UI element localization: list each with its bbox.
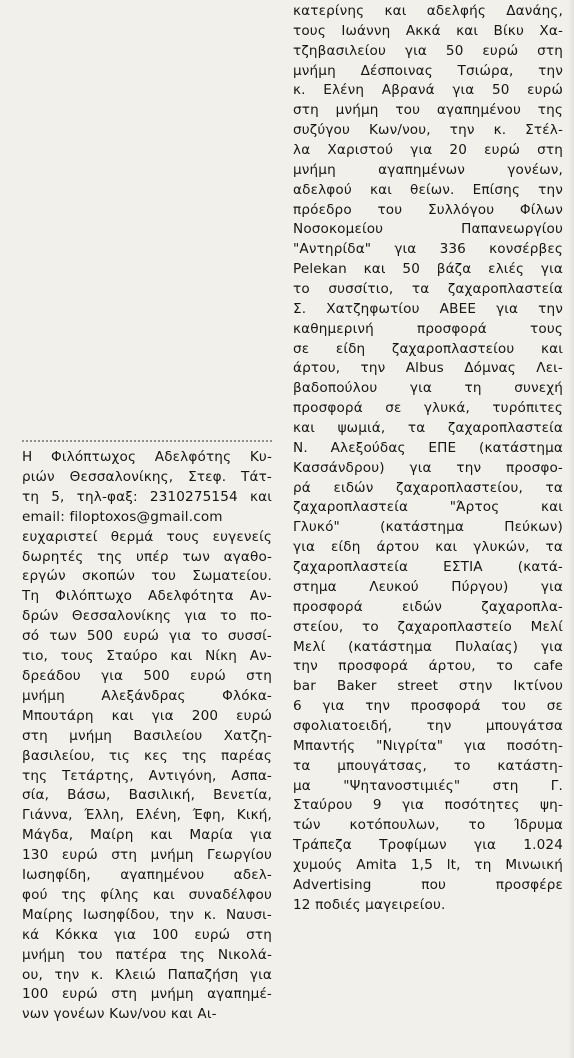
text-line: bar Baker street στην Ικτίνου bbox=[293, 678, 563, 695]
text-line: Μελί (κατάστημα Πυλαίας) για bbox=[293, 638, 563, 655]
text-line: Νοσοκομείου Παπανεωργίου bbox=[293, 221, 563, 238]
text-line: προσφορά ειδών ζαχαροπλα- bbox=[293, 598, 563, 615]
text-line: Pelekan και 50 βάζα ελιές για bbox=[293, 261, 563, 278]
text-line: ου, την κ. Κλειώ Παπαζήση για bbox=[22, 966, 272, 983]
text-line: λα Χαριστού για 20 ευρώ στη bbox=[293, 142, 563, 159]
text-line: κά Κόκκα για 100 ευρώ στη bbox=[22, 926, 272, 943]
text-line: email: filoptoxos@gmail.com bbox=[22, 508, 223, 525]
text-line: στημα Λευκού Πύργου) για bbox=[293, 578, 563, 595]
text-line: 100 ευρώ στη μνήμη αγαπημέ- bbox=[22, 986, 272, 1003]
text-line: φού της φίλης και συναδέλφου bbox=[22, 886, 272, 903]
text-line: νων γονέων Κων/νου και Αι- bbox=[22, 1006, 217, 1023]
text-line: Γιάννα, Έλλη, Ελένη, Έφη, Κική, bbox=[22, 807, 272, 824]
scan-edge bbox=[568, 0, 574, 1058]
text-line: σφολιατοειδή, την μπουγάτσα bbox=[293, 717, 563, 734]
text-line: σό των 500 ευρώ για το συσσί- bbox=[22, 628, 272, 645]
text-line: 6 για την προσφορά του σε bbox=[293, 698, 563, 715]
text-line: χυμούς Amita 1,5 lt, τη Μινωική bbox=[293, 856, 563, 873]
text-line: μνήμη του πατέρα της Νικολά- bbox=[22, 946, 272, 963]
text-line: για είδη άρτου και γλυκών, τα bbox=[293, 539, 563, 556]
text-line: 12 ποδιές μαγειρείου. bbox=[293, 896, 446, 913]
text-line: τη 5, τηλ-φαξ: 2310275154 και bbox=[22, 488, 272, 505]
text-line: Μάγδα, Μαίρη και Μαρία για bbox=[22, 827, 272, 844]
text-line: καθημερινή προσφορά τους bbox=[293, 320, 563, 337]
text-line: ριών Θεσσαλονίκης, Στεφ. Τάτ- bbox=[22, 468, 272, 485]
text-line: στη μνήμη Βασιλείου Χατζη- bbox=[22, 727, 272, 744]
text-line: προσφορά σε γλυκά, τυρόπιτες bbox=[293, 400, 563, 417]
text-line: Μαίρης Ιωσηφίδου, την κ. Ναυσι- bbox=[22, 906, 272, 923]
text-line: συζύγου Κων/νου, την κ. Στέλ- bbox=[293, 122, 563, 139]
text-line: πρόεδρο του Συλλόγου Φίλων bbox=[293, 201, 563, 218]
text-line: κατερίνης και αδελφής Δανάης, bbox=[293, 3, 563, 19]
text-line: στη μνήμη του αγαπημένου της bbox=[293, 102, 563, 119]
article-column-right bbox=[293, 2, 563, 916]
text-line: ρά ειδών ζαχαροπλαστείου, τα bbox=[293, 479, 563, 496]
text-line: τιο, τους Σταύρο και Νίκη Αν- bbox=[22, 648, 272, 665]
text-line: και ψωμιά, τα ζαχαροπλαστεία bbox=[293, 420, 563, 437]
text-line: τα μπουγάτσας, το κατάστη- bbox=[293, 757, 563, 774]
text-line: μνήμη Δέσποινας Τσιώρα, την bbox=[293, 62, 563, 79]
text-line: Ιωσηφίδη, αγαπημένου αδελ- bbox=[22, 867, 272, 884]
text-line: Ν. Αλεξούδας ΕΠΕ (κατάστημα bbox=[293, 439, 563, 456]
text-line: εργών σκοπών του Σωματείου. bbox=[22, 568, 272, 585]
text-line: 130 ευρώ στη μνήμη Γεωργίου bbox=[22, 847, 272, 864]
text-line: δρεάδου για 500 ευρώ στη bbox=[22, 667, 272, 684]
text-line: "Αντηρίδα" για 336 κονσέρβες bbox=[293, 241, 563, 258]
text-line: τζηβασιλείου για 50 ευρώ στη bbox=[293, 42, 563, 59]
text-line: Τη Φιλόπτωχο Αδελφότητα Αν- bbox=[22, 588, 272, 605]
text-line: σε είδη ζαχαροπλαστείου και bbox=[293, 340, 563, 357]
text-line: μνήμη Αλεξάνδρας Φλόκα- bbox=[22, 687, 272, 704]
article-column-left bbox=[22, 448, 272, 1025]
text-line: μα "Ψητανοστιμιές" στη Γ. bbox=[293, 777, 563, 794]
text-line: Μπαντής "Νιγρίτα" για ποσότη- bbox=[293, 737, 563, 754]
text-line: μνήμη αγαπημένων γονέων, bbox=[293, 161, 563, 178]
text-line: δωρητές της υπέρ των αγαθο- bbox=[22, 548, 272, 565]
text-line: Η Φιλόπτωχος Αδελφότης Κυ- bbox=[22, 449, 272, 465]
text-line: στείου, το ζαχαροπλαστείο Μελί bbox=[293, 618, 563, 635]
text-line: βαδοπούλου για τη συνεχή bbox=[293, 380, 563, 397]
column-divider bbox=[22, 440, 272, 442]
text-line: αδελφού και θείων. Επίσης την bbox=[293, 181, 563, 198]
text-line: κ. Ελένη Αβρανά για 50 ευρώ bbox=[293, 82, 563, 99]
text-line: Μπουτάρη και για 200 ευρώ bbox=[22, 707, 272, 724]
text-line: βασιλείου, τις κες της παρέας bbox=[22, 747, 272, 764]
text-line: τους Ιωάννη Ακκά και Βίκυ Χα- bbox=[293, 22, 563, 39]
text-line: τών κοτόπουλων, το Ίδρυμα bbox=[293, 817, 563, 834]
text-line: ζαχαροπλαστεία "Άρτος και bbox=[293, 499, 563, 516]
text-line: άρτου, την Albus Δόμνας Λει- bbox=[293, 360, 563, 377]
text-line: ευχαριστεί θερμά τους ευγενείς bbox=[22, 528, 272, 545]
text-line: σία, Βάσω, Βασιλική, Βενετία, bbox=[22, 787, 272, 804]
text-line: την προσφορά άρτου, το cafe bbox=[293, 658, 563, 675]
text-line: Σταύρου 9 για ποσότητες ψη- bbox=[293, 797, 563, 814]
text-line: δρών Θεσσαλονίκης για το πο- bbox=[22, 608, 272, 625]
text-line: Γλυκό" (κατάστημα Πεύκων) bbox=[293, 519, 563, 536]
text-line: ζαχαροπλαστεία ΕΣΤΙΑ (κατά- bbox=[293, 559, 563, 576]
text-line: Τράπεζα Τροφίμων για 1.024 bbox=[293, 837, 563, 854]
text-line: της Τετάρτης, Αντιγόνη, Ασπα- bbox=[22, 767, 272, 784]
text-line: Advertising που προσφέρε bbox=[293, 876, 563, 893]
text-line: Σ. Χατζηφωτίου ΑΒΕΕ για την bbox=[293, 300, 563, 317]
text-line: Κασσάνδρου) για την προσφο- bbox=[293, 459, 563, 476]
text-line: το συσσίτιο, τα ζαχαροπλαστεία bbox=[293, 281, 563, 298]
